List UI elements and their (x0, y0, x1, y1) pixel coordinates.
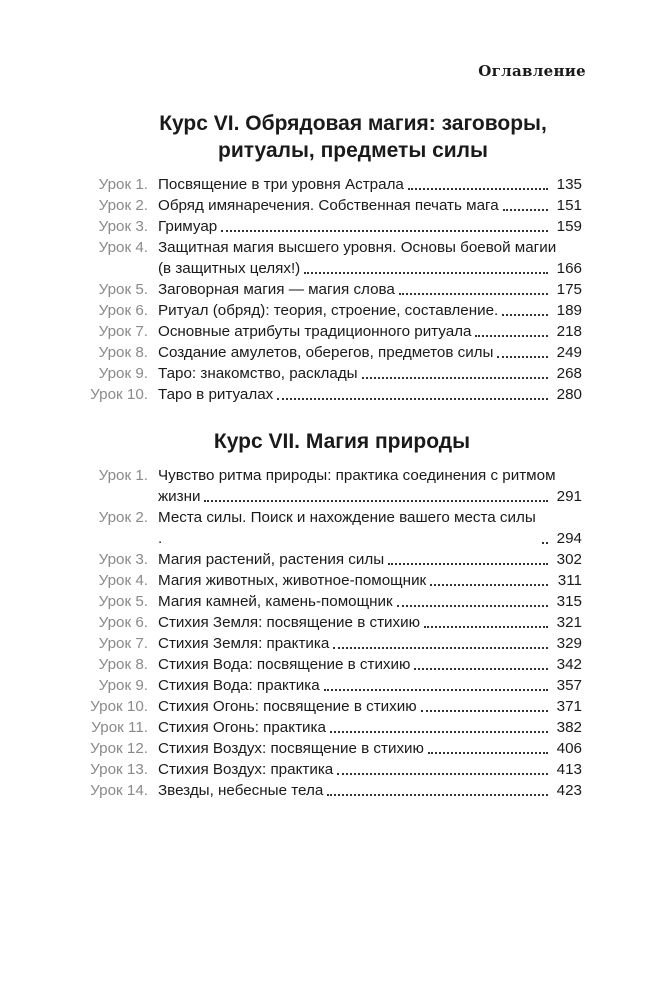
toc-entry[interactable] (82, 570, 582, 591)
lesson-number: Урок 1. (98, 176, 148, 193)
page-number: 302 (556, 551, 582, 568)
dot-leader (421, 710, 548, 712)
lesson-number: Урок 5. (98, 593, 148, 610)
toc-entry-body (158, 300, 582, 321)
lesson-title: Таро в ритуалах (158, 386, 274, 403)
page-number: 294 (556, 530, 582, 547)
course-title (0, 428, 666, 455)
lesson-number: Урок 14. (90, 782, 148, 799)
dot-leader (430, 584, 548, 586)
course-title-line: Курс VII. Магия природы (213, 430, 471, 453)
toc-entry[interactable] (82, 654, 582, 675)
page-number: 135 (556, 176, 582, 193)
page-number: 321 (556, 614, 582, 631)
toc-entry-body (158, 279, 582, 300)
page-number: 371 (556, 698, 582, 715)
toc-entry-body (158, 612, 582, 633)
lesson-title-continued: жизни (158, 488, 201, 505)
toc-entry-tail (158, 258, 582, 279)
page-number: 406 (556, 740, 582, 757)
toc-entry[interactable] (82, 465, 582, 507)
lesson-number: Урок 9. (98, 677, 148, 694)
toc-entry[interactable] (82, 696, 582, 717)
lesson-number: Урок 7. (98, 323, 148, 340)
toc-list (82, 465, 582, 801)
page-number: 329 (556, 635, 582, 652)
toc-entry[interactable] (82, 591, 582, 612)
toc-entry-body (158, 549, 582, 570)
toc-entry[interactable] (82, 633, 582, 654)
course-title-line: Курс VI. Обрядовая магия: заговоры, (159, 112, 547, 135)
lesson-number: Урок 12. (90, 740, 148, 757)
toc-entry-body (158, 570, 582, 591)
toc-entry[interactable] (82, 675, 582, 696)
lesson-title: Стихия Земля: практика (158, 635, 330, 652)
course-title (0, 110, 666, 164)
lesson-title: Таро: знакомство, расклады (158, 365, 358, 382)
lesson-title: Чувство ритма природы: практика соединения с ритмом (158, 467, 556, 484)
lesson-title: Стихия Вода: практика (158, 677, 320, 694)
lesson-number: Урок 2. (98, 509, 148, 526)
dot-leader (337, 773, 548, 775)
toc-entry-body (158, 654, 582, 675)
toc-entry[interactable] (82, 237, 582, 279)
page-number: 315 (556, 593, 582, 610)
lesson-number: Урок 10. (90, 698, 148, 715)
lesson-number: Урок 5. (98, 281, 148, 298)
toc-entry[interactable] (82, 216, 582, 237)
toc-entry[interactable] (82, 195, 582, 216)
page-number: 413 (556, 761, 582, 778)
toc-entry-tail (158, 486, 582, 507)
lesson-number: Урок 9. (98, 365, 148, 382)
dot-leader (277, 398, 548, 400)
dot-leader (324, 689, 548, 691)
toc-entry-body (158, 717, 582, 738)
dot-leader (497, 356, 548, 358)
page-number: 311 (557, 572, 582, 589)
lesson-number: Урок 3. (98, 218, 148, 235)
toc-entry[interactable] (82, 279, 582, 300)
lesson-title: Звезды, небесные тела (158, 782, 324, 799)
lesson-title: Места силы. Поиск и нахождение вашего места силы . (158, 509, 536, 547)
dot-leader (408, 188, 548, 190)
page-number: 159 (556, 218, 582, 235)
dot-leader (399, 293, 548, 295)
dot-leader (304, 272, 548, 274)
dot-leader (397, 605, 548, 607)
lesson-number: Урок 2. (98, 197, 148, 214)
lesson-title: Заговорная магия — магия слова (158, 281, 395, 298)
lesson-title: Стихия Огонь: посвящение в стихию (158, 698, 417, 715)
toc-entry-body (158, 195, 582, 216)
toc-entry-body (158, 696, 582, 717)
toc-entry[interactable] (82, 363, 582, 384)
page-number: 280 (556, 386, 582, 403)
toc-entry[interactable] (82, 612, 582, 633)
toc-entry-body (158, 591, 582, 612)
toc-entry[interactable] (82, 738, 582, 759)
toc-entry[interactable] (82, 174, 582, 195)
toc-entry-body (158, 174, 582, 195)
lesson-title: Создание амулетов, оберегов, предметов силы (158, 344, 494, 361)
lesson-title: Магия растений, растения силы (158, 551, 385, 568)
lesson-title: Стихия Воздух: практика (158, 761, 334, 778)
dot-leader (424, 626, 548, 628)
dot-leader (330, 731, 548, 733)
lesson-title: Защитная магия высшего уровня. Основы боевой магии (158, 239, 557, 256)
page-number: 166 (556, 260, 582, 277)
toc-entry-body (158, 633, 582, 654)
lesson-title: Стихия Воздух: посвящение в стихию (158, 740, 424, 757)
toc-entry-body (158, 363, 582, 384)
dot-leader (428, 752, 548, 754)
dot-leader (414, 668, 548, 670)
page-number: 218 (556, 323, 582, 340)
lesson-title: Основные атрибуты традиционного ритуала (158, 323, 472, 340)
toc-list (82, 174, 582, 405)
dot-leader (221, 230, 548, 232)
page-number: 151 (556, 197, 582, 214)
lesson-number: Урок 4. (98, 239, 148, 256)
lesson-title: Обряд имянаречения. Собственная печать мага (158, 197, 499, 214)
lesson-title: Магия животных, животное-помощник (158, 572, 427, 589)
lesson-number: Урок 4. (98, 572, 148, 589)
lesson-number: Урок 7. (98, 635, 148, 652)
lesson-number: Урок 3. (98, 551, 148, 568)
toc-entry-body (158, 465, 582, 507)
dot-leader (475, 335, 548, 337)
lesson-number: Урок 6. (98, 614, 148, 631)
dot-leader (502, 314, 548, 316)
toc-entry[interactable] (82, 384, 582, 405)
toc-entry[interactable] (82, 321, 582, 342)
page-number: 423 (556, 782, 582, 799)
dot-leader (333, 647, 548, 649)
lesson-title: Магия камней, камень-помощник (158, 593, 393, 610)
page-number: 268 (556, 365, 582, 382)
toc-entry-body (158, 780, 582, 801)
page-number: 175 (556, 281, 582, 298)
toc-entry-body (158, 384, 582, 405)
page-number: 249 (556, 344, 582, 361)
lesson-number: Урок 13. (90, 761, 148, 778)
toc-entry[interactable] (82, 507, 582, 549)
lesson-title: Стихия Земля: посвящение в стихию (158, 614, 420, 631)
lesson-number: Урок 1. (98, 467, 148, 484)
lesson-title: Стихия Огонь: практика (158, 719, 326, 736)
lesson-number: Урок 11. (91, 719, 148, 736)
lesson-title: Гримуар (158, 218, 218, 235)
lesson-number: Урок 8. (98, 344, 148, 361)
dot-leader (542, 542, 548, 544)
toc-entry-body (158, 675, 582, 696)
dot-leader (204, 500, 548, 502)
toc-entry-body (158, 216, 582, 237)
course-title-line: ритуалы, предметы силы (218, 139, 488, 162)
lesson-number: Урок 10. (90, 386, 148, 403)
dot-leader (503, 209, 548, 211)
page-number: 291 (556, 488, 582, 505)
toc-entry[interactable] (82, 549, 582, 570)
toc-entry-body (158, 237, 582, 279)
toc-entry[interactable] (82, 342, 582, 363)
course-section-7 (0, 428, 666, 801)
lesson-number: Урок 8. (98, 656, 148, 673)
lesson-number: Урок 6. (98, 302, 148, 319)
toc-entry-body (158, 507, 582, 549)
lesson-title: Посвящение в три уровня Астрала (158, 176, 404, 193)
dot-leader (362, 377, 548, 379)
toc-entry[interactable] (82, 300, 582, 321)
toc-entry-body (158, 759, 582, 780)
toc-entry-body (158, 738, 582, 759)
toc-entry[interactable] (82, 780, 582, 801)
toc-entry-body (158, 321, 582, 342)
toc-entry-body (158, 342, 582, 363)
toc-entry[interactable] (82, 717, 582, 738)
page-number: 189 (556, 302, 582, 319)
page-number: 342 (556, 656, 582, 673)
lesson-title: Стихия Вода: посвящение в стихию (158, 656, 411, 673)
running-head: Оглавление (478, 62, 586, 80)
course-section-6 (0, 110, 666, 405)
dot-leader (388, 563, 548, 565)
lesson-title-continued: (в защитных целях!) (158, 260, 301, 277)
toc-entry[interactable] (82, 759, 582, 780)
lesson-title: Ритуал (обряд): теория, строение, составление. (158, 302, 499, 319)
page-number: 382 (556, 719, 582, 736)
page-number: 357 (556, 677, 582, 694)
dot-leader (327, 794, 548, 796)
